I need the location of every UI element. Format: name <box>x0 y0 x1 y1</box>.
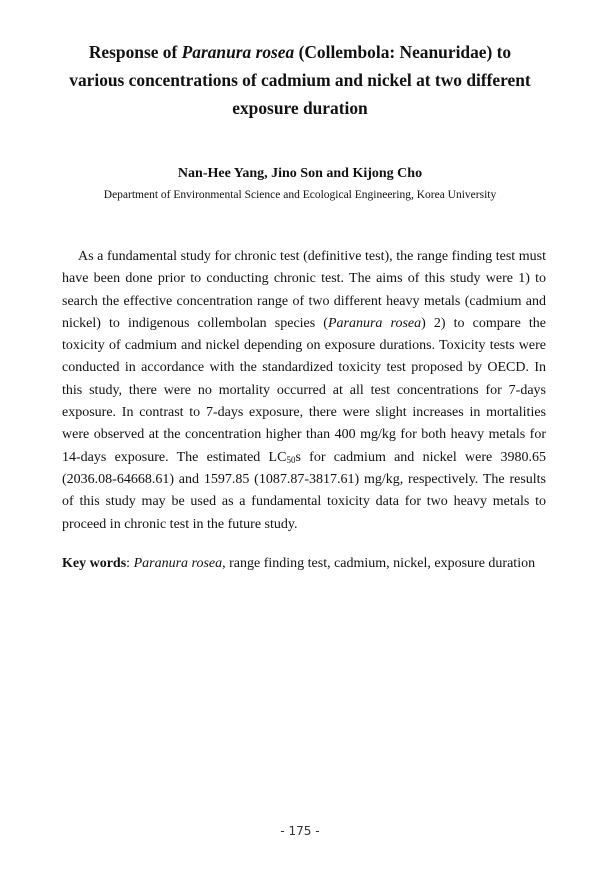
abstract-text-start: As a fundamental study for chronic test (definitive test), the range finding test must have been done prior to conducting chronic test. The aims of this study were 1) to search the effective concentration range of two different heavy metals (cadmium and nickel) to indigenous collembolan species ( <box>62 249 546 331</box>
keywords-list: , range finding test, cadmium, nickel, exposure duration <box>222 556 536 571</box>
abstract <box>62 246 546 536</box>
affiliation: Department of Environmental Science and Ecological Engineering, Korea University <box>103 189 497 201</box>
paper-title <box>60 38 540 122</box>
keywords-colon: : <box>126 556 134 571</box>
title-text-end: (Collembola: Neanuridae) to various concentrations of cadmium and nickel at two different exposure duration <box>69 42 531 118</box>
title-text-start: Response of <box>88 42 182 62</box>
abstract-text-end: s for cadmium and nickel were 3980.65 (2036.08-64668.61) and 1597.85 (1087.87-3817.61) mg/kg, respectively. The results of this study may be used as a fundamental toxicity data for two heavy metals to proceed in chronic test in the future study. <box>62 449 546 532</box>
title-species-name: Paranura rosea <box>181 42 295 62</box>
lc50-subscript: 50 <box>286 454 296 465</box>
page-number: - 175 - <box>280 824 320 838</box>
abstract-species-name: Paranura rosea <box>327 315 422 331</box>
author-list: Nan-Hee Yang, Jino Son and Kijong Cho <box>177 166 423 181</box>
keywords-label: Key words <box>62 556 127 571</box>
abstract-paragraph <box>62 246 546 536</box>
keywords <box>62 553 546 575</box>
keywords-species-name: Paranura rosea <box>133 556 223 571</box>
abstract-text-middle: ) 2) to compare the toxicity of cadmium and nickel depending on exposure durations. Toxicity tests were conducted in accordance with the standardized toxicity test proposed by OECD. In this study, there were no mortality occurred at all test concentrations for 7-days exposure. In contrast to 7-days exposure, there were slight increases in mortalities were observed at the concentration higher than 400 mg/kg for both heavy metals for 14-days exposure. The estimated LC <box>62 315 546 465</box>
